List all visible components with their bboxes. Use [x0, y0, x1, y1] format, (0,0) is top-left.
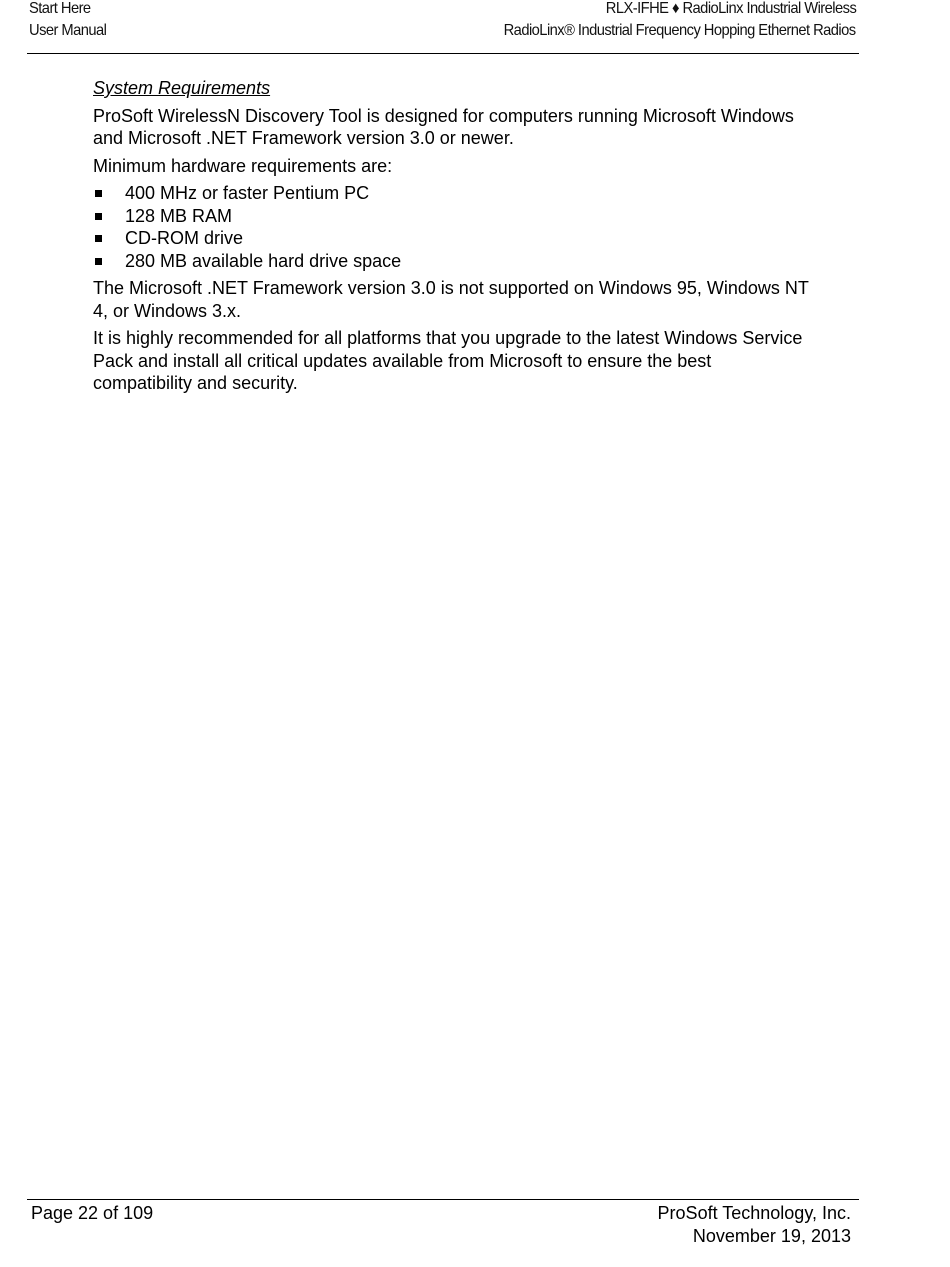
recommendation-paragraph: It is highly recommended for all platforms that you upgrade to the latest Windows Service Pack and install all critical updates available from Microsoft to ensure the best compatibility and security.: [93, 328, 803, 393]
min-hardware-heading: Minimum hardware requirements are:: [93, 155, 393, 176]
requirement-text: 128 MB RAM: [125, 205, 233, 226]
publish-date: November 19, 2013: [692, 1226, 851, 1246]
list-item: [93, 205, 813, 228]
header-product-title: RLX-IFHE ♦ RadioLinx Industrial Wireless: [605, 0, 856, 17]
header-divider: [27, 53, 859, 54]
header-product-subtitle: RadioLinx® Industrial Frequency Hopping Ethernet Radios: [504, 22, 856, 39]
bullet-icon: [95, 213, 102, 220]
section-title: System Requirements: [93, 78, 271, 98]
page-body: [93, 77, 813, 400]
bullet-icon: [95, 190, 102, 197]
requirement-text: 400 MHz or faster Pentium PC: [125, 183, 370, 203]
list-item: [93, 250, 813, 273]
footer-divider: [27, 1199, 859, 1200]
net-framework-note: The Microsoft .NET Framework version 3.0 is not supported on Windows 95, Windows NT 4, or Windows 3.x.: [93, 278, 809, 321]
header-user-manual: User Manual: [29, 22, 107, 39]
company-name: ProSoft Technology, Inc.: [657, 1203, 851, 1223]
page-number: Page 22 of 109: [31, 1203, 154, 1223]
requirements-list: [93, 182, 813, 272]
list-item: [93, 227, 813, 250]
footer-meta: [658, 1202, 851, 1248]
bullet-icon: [95, 258, 102, 265]
bullet-icon: [95, 235, 102, 242]
intro-paragraph: ProSoft WirelessN Discovery Tool is designed for computers running Microsoft Windows and Microsoft .NET Framework version 3.0 or newer.: [93, 105, 794, 148]
requirement-text: CD-ROM drive: [125, 228, 244, 248]
list-item: [93, 182, 813, 205]
header-start-here: Start Here: [29, 0, 91, 17]
requirement-text: 280 MB available hard drive space: [125, 250, 402, 271]
